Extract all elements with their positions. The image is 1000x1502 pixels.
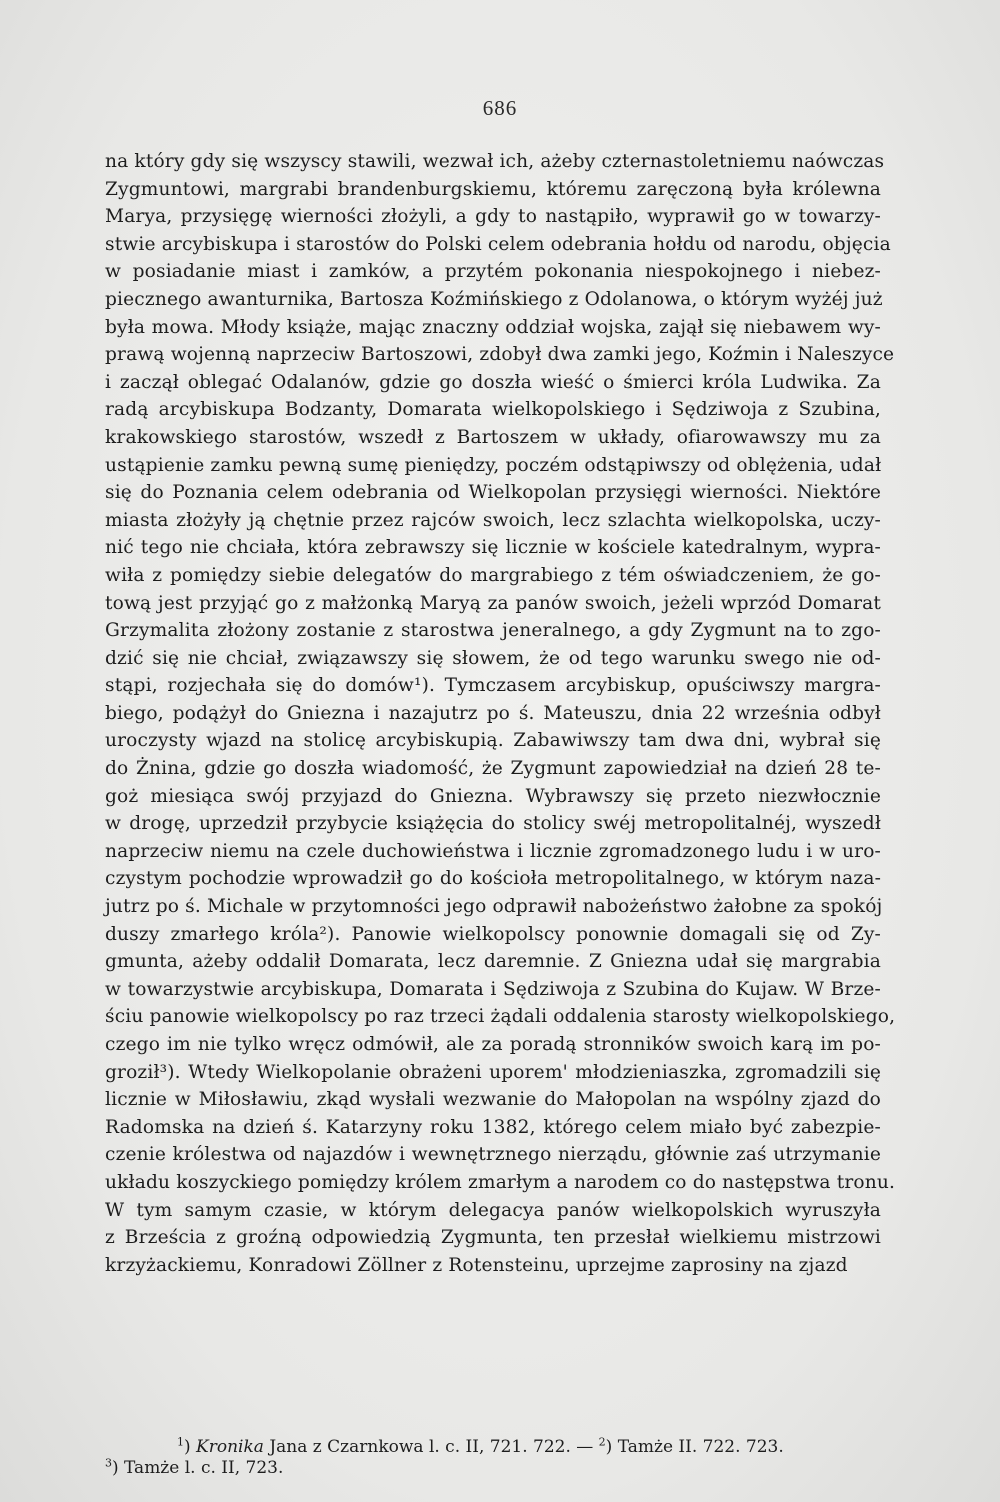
- text-line: dzić się nie chciał, związawszy się słowem, że od tego warunku swego nie od-: [105, 647, 881, 669]
- text-line: w drogę, uprzedził przybycie książęcia do stolicy swéj metropolitalnéj, wyszedł: [105, 813, 881, 835]
- text-line: w posiadanie miast i zamków, a przytém pokonania niespokojnego i niebez-: [105, 261, 881, 283]
- text-line: groził³). Wtedy Wielkopolanie obrażeni uporem' młodzieniaszka, zgromadzili się: [105, 1061, 881, 1083]
- text-line: na który gdy się wszyscy stawili, wezwał ich, ażeby czternastoletniemu naówczas: [105, 151, 885, 172]
- body-text: [105, 148, 896, 1279]
- footnote-text: ) Tamże l. c. II, 723.: [112, 1458, 284, 1478]
- page-number: 686: [482, 96, 518, 120]
- footnote-mark: 3: [105, 1456, 112, 1470]
- text-line: W tym samym czasie, w którym delegacya panów wielkopolskich wyruszyła: [105, 1199, 881, 1221]
- text-line: czenie królestwa od najazdów i wewnętrznego nierządu, głównie zaś utrzymanie: [105, 1144, 881, 1166]
- text-line: krakowskiego starostów, wszedł z Bartoszem w układy, ofiarowawszy mu za: [105, 426, 881, 448]
- text-line: biego, podążył do Gniezna i nazajutrz po ś. Mateuszu, dnia 22 września odbył: [105, 702, 881, 724]
- text-line: Zygmuntowi, margrabi brandenburgskiemu, któremu zaręczoną była królewna: [105, 178, 881, 200]
- text-line: jutrz po ś. Michale w przytomności jego odprawił nabożeństwo żałobne za spokój: [105, 896, 883, 918]
- footnote-source-title: Kronika: [196, 1437, 264, 1457]
- text-line: czystym pochodzie wprowadził go do kościoła metropolitalnego, w którym naza-: [105, 868, 881, 890]
- footnotes: [105, 1437, 881, 1479]
- text-line: ustąpienie zamku pewną sumę pieniędzy, poczém odstąpiwszy od oblężenia, udał: [105, 454, 882, 476]
- text-line: Marya, przysięgę wierności złożyli, a gdy to nastąpiło, wyprawił go w towarzy-: [105, 206, 881, 228]
- text-line: prawą wojenną naprzeciw Bartoszowi, zdobył dwa zamki jego, Koźmin i Naleszyce: [105, 344, 895, 366]
- text-line: stwie arcybiskupa i starostów do Polski celem odebrania hołdu od narodu, objęcia: [105, 233, 891, 255]
- footnote-mark: 2: [598, 1435, 606, 1449]
- footnote-mark: 1: [177, 1435, 184, 1449]
- text-line: stąpi, rozjechała się do domów¹). Tymczasem arcybiskup, opuściwszy margra-: [105, 675, 881, 697]
- text-line: w towarzystwie arcybiskupa, Domarata i Sędziwoja z Szubina do Kujaw. W Brze-: [105, 978, 881, 1000]
- text-line: nić tego nie chciała, która zebrawszy się licznie w kościele katedralnym, wypra-: [105, 537, 881, 559]
- text-line: uroczysty wjazd na stolicę arcybiskupią. Zabawiwszy tam dwa dni, wybrał się: [105, 730, 881, 752]
- text-line: się do Poznania celem odebrania od Wielkopolan przysięgi wierności. Niektóre: [105, 482, 881, 504]
- text-line: duszy zmarłego króla²). Panowie wielkopolscy ponownie domagali się od Zy-: [105, 923, 881, 945]
- text-line: do Żnina, gdzie go doszła wiadomość, że Zygmunt zapowiedział na dzień 28 te-: [105, 758, 881, 780]
- text-line: piecznego awanturnika, Bartosza Koźmińskiego z Odolanowa, o którym wyżéj już: [105, 288, 883, 310]
- text-line: układu koszyckiego pomiędzy królem zmarłym a narodem co do następstwa tronu.: [105, 1171, 896, 1193]
- text-line: goż miesiąca swój przyjazd do Gniezna. Wybrawszy się przeto niezwłocznie: [105, 785, 881, 807]
- footnote-line: $^1$) Kronika Jana z Czarnkowa l. c. II, 721. 722. — $^2$) Tamże II. 722. 723.: [177, 1435, 784, 1457]
- text-line: radą arcybiskupa Bodzanty, Domarata wielkopolskiego i Sędziwoja z Szubina,: [105, 399, 881, 421]
- text-line: naprzeciw niemu na czele duchowieństwa i licznie zgromadzonego ludu i w uro-: [105, 840, 881, 862]
- text-line: wiła z pomiędzy siebie delegatów do margrabiego z tém oświadczeniem, że go-: [105, 564, 881, 586]
- footnote-text: ) Tamże II. 722. 723.: [605, 1437, 784, 1457]
- text-line: była mowa. Młody książe, mając znaczny oddział wojska, zajął się niebawem wy-: [105, 316, 881, 338]
- text-line: licznie w Miłosławiu, zkąd wysłali wezwanie do Małopolan na wspólny zjazd do: [105, 1089, 881, 1111]
- text-line: czego im nie tylko wręcz odmówił, ale za poradą stronników swoich karą im po-: [105, 1034, 881, 1055]
- text-line: Grzymalita złożony zostanie z starostwa jeneralnego, a gdy Zygmunt na to zgo-: [105, 620, 881, 642]
- text-line: krzyżackiemu, Konradowi Zöllner z Rotensteinu, uprzejme zaprosiny na zjazd: [105, 1254, 848, 1276]
- text-line: z Brześcia z groźną odpowiedzią Zygmunta, ten przesłał wielkiemu mistrzowi: [105, 1227, 881, 1249]
- text-line: gmunta, ażeby oddalił Domarata, lecz daremnie. Z Gniezna udał się margrabia: [105, 951, 881, 973]
- text-line: Radomska na dzień ś. Katarzyny roku 1382, którego celem miało być zabezpie-: [105, 1116, 881, 1138]
- text-line: ściu panowie wielkopolscy po raz trzeci żądali oddalenia starosty wielkopolskiego,: [105, 1006, 896, 1028]
- text-line: tową jest przyjąć go z małżonką Maryą za panów swoich, jeżeli wprzód Domarat: [105, 592, 881, 614]
- text-line: i zaczął oblegać Odalanów, gdzie go doszła wieść o śmierci króla Ludwika. Za: [105, 371, 881, 393]
- text-line: miasta złożyły ją chętnie przez rajców swoich, lecz szlachta wielkopolska, uczy-: [105, 509, 881, 531]
- footnote-line: [105, 1458, 881, 1479]
- footnote-text: Jana z Czarnkowa l. c. II, 721. 722. —: [263, 1437, 599, 1457]
